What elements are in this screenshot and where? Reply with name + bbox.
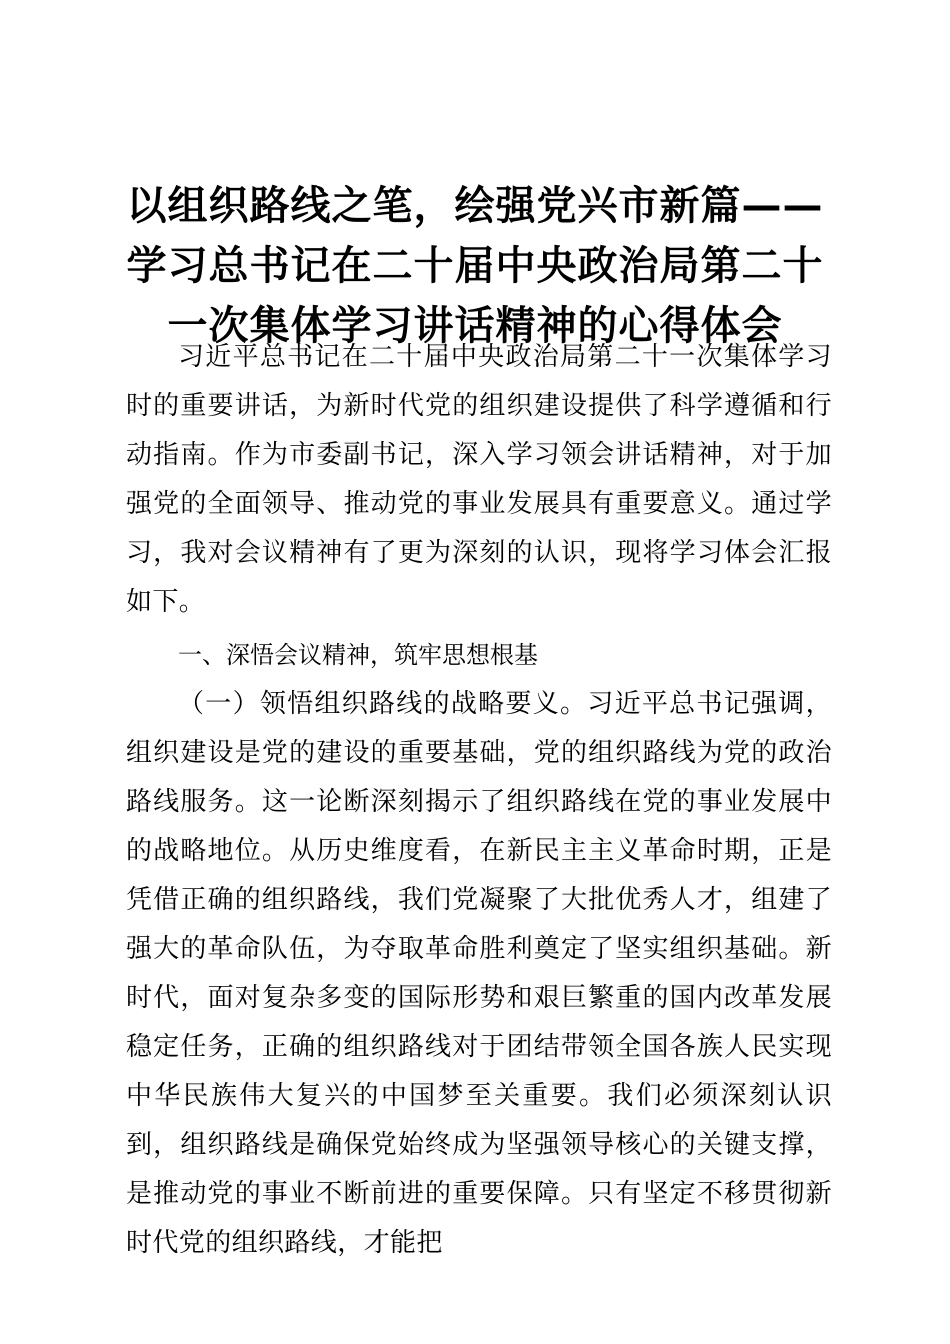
title-line-1: 以组织路线之笔，绘强党兴市新篇——: [126, 183, 824, 229]
document-title: [112, 176, 838, 356]
section-heading: 一、深悟会议精神，筑牢思想根基: [178, 641, 538, 669]
title-line-3: 一次集体学习讲话精神的心得体会: [167, 303, 783, 349]
document-body: [126, 333, 832, 1268]
section-paragraph: （一）领悟组织路线的战略要义。习近平总书记强调，组织建设是党的建设的重要基础，党的组织路线为党的政治路线服务。这一论断深刻揭示了组织路线在党的事业发展中的战略地位。从历史维度看，在新民主主义革命时期，正是凭借正确的组织路线，我们党凝聚了大批优秀人才，组建了强大的革命队伍，为夺取革命胜利奠定了坚实组织基础。新时代，面对复杂多变的国际形势和艰巨繁重的国内改革发展稳定任务，正确的组织路线对于团结带领全国各族人民实现中华民族伟大复兴的中国梦至关重要。我们必须深刻认识到，组织路线是确保党始终成为坚强领导核心的关键支撑，是推动党的事业不断前进的重要保障。只有坚定不移贯彻新时代党的组织路线，才能把: [126, 689, 832, 1258]
title-line-2: 学习总书记在二十届中央政治局第二十: [126, 243, 824, 289]
intro-paragraph: 习近平总书记在二十届中央政治局第二十一次集体学习时的重要讲话，为新时代党的组织建设提供了科学遵循和行动指南。作为市委副书记，深入学习领会讲话精神，对于加强党的全面领导、推动党的事业发展具有重要意义。通过学习，我对会议精神有了更为深刻的认识，现将学习体会汇报如下。: [126, 342, 832, 617]
